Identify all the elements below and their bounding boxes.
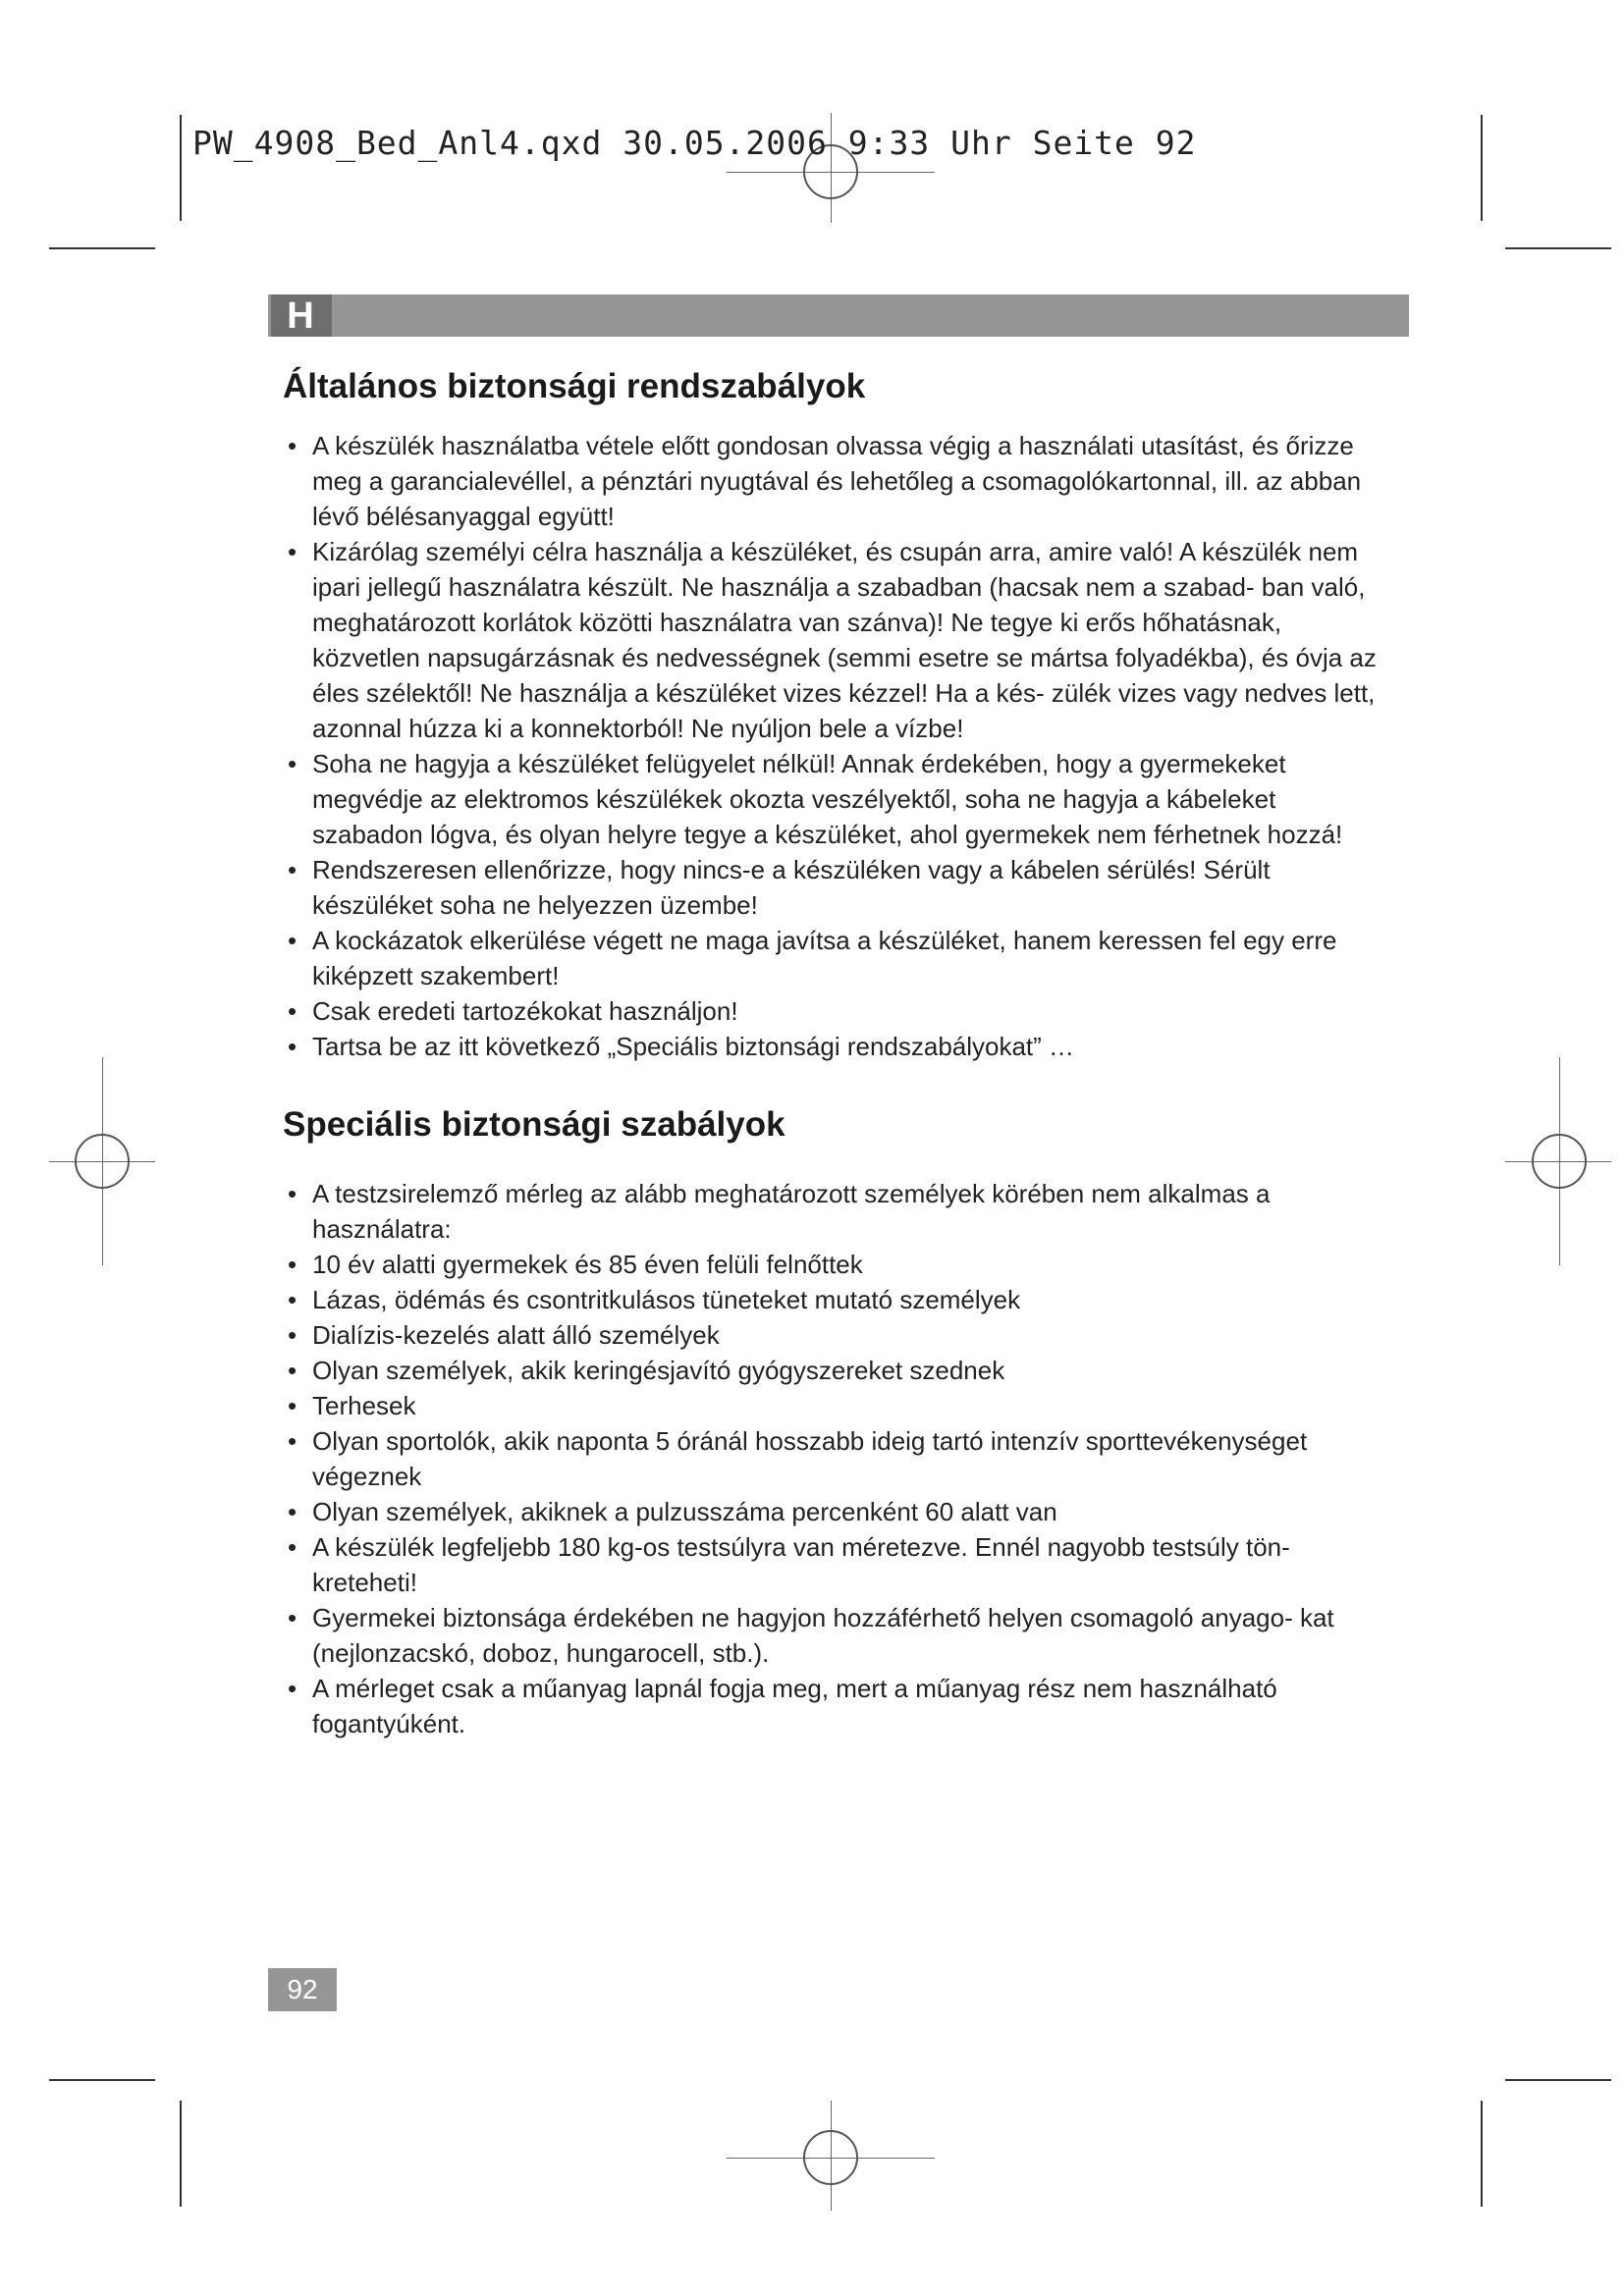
section1-item: • Csak eredeti tartozékokat használjon! xyxy=(283,993,1378,1029)
section2-item: • 10 év alatti gyermekek és 85 éven felüli felnőttek xyxy=(283,1247,1378,1282)
crop-mark-top-left-horizontal xyxy=(49,247,155,249)
section2-item: • A készülék legfeljebb 180 kg-os testsúlyra van méretezve. Ennél nagyobb testsúly tön- kreteheti! xyxy=(283,1529,1378,1600)
section2-item: • Olyan személyek, akiknek a pulzusszáma percenként 60 alatt van xyxy=(283,1494,1378,1529)
section2-item: • A mérleget csak a műanyag lapnál fogja meg, mert a műanyag rész nem használható fogantyúként. xyxy=(283,1671,1378,1741)
section2-item: • A testzsirelemző mérleg az alább meghatározott személyek körében nem alkalmas a használatra: xyxy=(283,1176,1378,1247)
section1-item: • Tartsa be az itt következő „Speciális biztonsági rendszabályokat” … xyxy=(283,1029,1378,1064)
section1-item: • A kockázatok elkerülése végett ne maga javítsa a készüléket, hanem keressen fel egy erre kiképzett szakembert! xyxy=(283,923,1378,993)
section2-item: • Terhesek xyxy=(283,1388,1378,1423)
main-content xyxy=(283,363,1378,1741)
page-number: 92 xyxy=(268,1968,337,2011)
crop-mark-bottom-right-horizontal xyxy=(1505,2079,1611,2081)
section1-title: Általános biztonsági rendszabályok xyxy=(283,367,866,405)
section1-item: • Rendszeresen ellenőrizze, hogy nincs-e a készüléken vagy a kábelen sérülés! Sérült készüléket soha ne helyezzen üzembe! xyxy=(283,852,1378,923)
section2-item: • Dialízis-kezelés alatt álló személyek xyxy=(283,1317,1378,1353)
crop-mark-top-right-vertical xyxy=(1481,115,1483,221)
crop-mark-bottom-right-vertical xyxy=(1481,2101,1483,2207)
section2-title: Speciális biztonsági szabályok xyxy=(283,1105,785,1144)
section2-item: • Olyan személyek, akik keringésjavító gyógyszereket szednek xyxy=(283,1353,1378,1388)
section1-item: • A készülék használatba vétele előtt gondosan olvassa végig a használati utasítást, és őrizze meg a garancialevéllel, a pénztári nyugtával és lehetőleg a csomagolókartonnal, ill. az abban lévő bélésanyaggal együtt! xyxy=(283,428,1378,534)
crop-mark-bottom-left-horizontal xyxy=(49,2079,155,2081)
crop-mark-top-right-horizontal xyxy=(1505,247,1611,249)
print-slug: PW_4908_Bed_Anl4.qxd 30.05.2006 9:33 Uhr Seite 92 xyxy=(192,124,1197,162)
header-bar xyxy=(268,294,1409,337)
crop-mark-bottom-left-vertical xyxy=(180,2101,182,2207)
section2-item: • Lázas, ödémás és csontritkulásos tüneteket mutató személyek xyxy=(283,1282,1378,1317)
section2-item: • Olyan sportolók, akik naponta 5 óránál hosszabb ideig tartó intenzív sporttevékenységet végeznek xyxy=(283,1423,1378,1494)
section2-list xyxy=(283,1176,1378,1741)
section2-item: • Gyermekei biztonsága érdekében ne hagyjon hozzáférhető helyen csomagoló anyago- kat (nejlonzacskó, doboz, hungarocell, stb.). xyxy=(283,1600,1378,1671)
section1-list xyxy=(283,428,1378,1064)
section1-item: • Soha ne hagyja a készüléket felügyelet nélkül! Annak érdekében, hogy a gyermekeket megvédje az elektromos készülékek okozta veszélyektől, soha ne hagyja a kábeleket szabadon lógva, és olyan helyre tegye a készüléket, ahol gyermekek nem férhetnek hozzá! xyxy=(283,746,1378,852)
crop-mark-top-left-vertical xyxy=(180,115,182,221)
language-tab-letter: H xyxy=(287,295,314,337)
section1-item: • Kizárólag személyi célra használja a készüléket, és csupán arra, amire való! A készülék nem ipari jellegű használatra készült. Ne használja a szabadban (hacsak nem a szabad- ban való, meghatározott korlátok közötti használatra van szánva)! Ne tegye ki erős hőhatásnak, közvetlen napsugárzásnak és nedvességnek (semmi esetre se mártsa folyadékba), és óvja az éles szélektől! Ne használja a készüléket vizes kézzel! Ha a kés- zülék vizes vagy nedves lett, azonnal húzza ki a konnektorból! Ne nyúljon bele a vízbe! xyxy=(283,534,1378,746)
